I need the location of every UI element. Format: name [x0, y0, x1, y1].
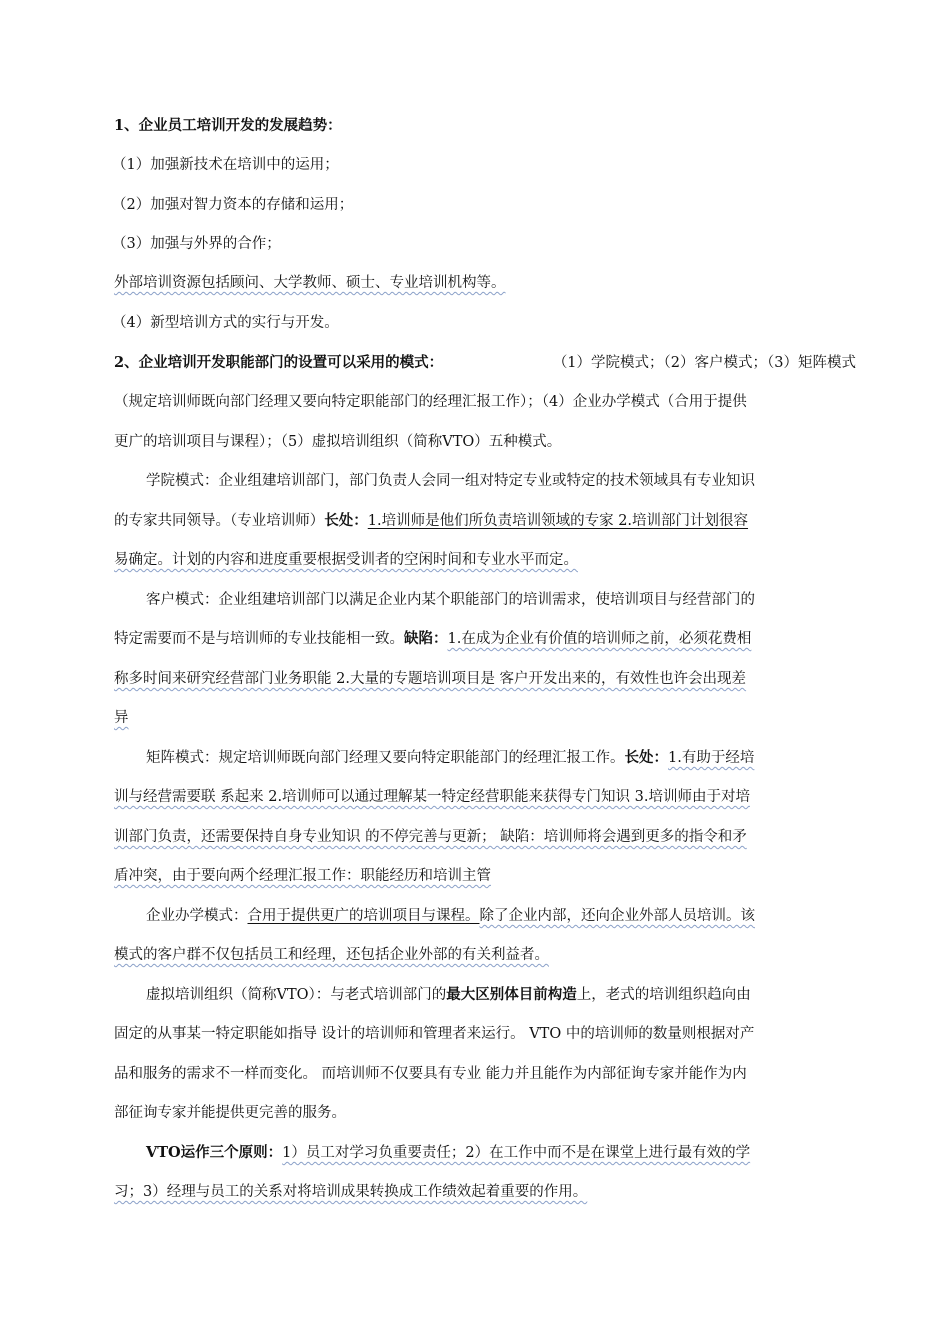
client-defect-text-3: 异 — [114, 710, 129, 726]
section-2-line-2: （规定培训师既向部门经理又要向特定职能部门的经理汇报工作）；（4）企业办学模式（合用于提供 — [114, 394, 747, 410]
school-mode-line-1 — [146, 906, 950, 926]
school-mode-label: 企业办学模式： — [146, 908, 248, 924]
college-mode-plan-text: 易确定。计划的内容和进度重要根据受训者的空闲时间和专业水平而定。 — [114, 552, 578, 568]
principles-text-2: 习；3）经理与员工的关系对将培训成果转换成工作绩效起着重要的作用。 — [114, 1184, 588, 1200]
college-mode-line-1: 学院模式：企业组建培训部门，部门负责人会同一组对特定专业或特定的技术领域具有专业知识 — [146, 473, 755, 489]
vto-line-4: 部征询专家并能提供更完善的服务。 — [114, 1105, 346, 1121]
principles-title: VTO运作三个原则： — [146, 1144, 283, 1161]
client-defect-text-2: 称多时间来研究经营部门业务职能 2.大量的专题培训项目是 客户开发出来的，有效性也许会出现差 — [114, 671, 747, 687]
principles-line-1 — [146, 1143, 950, 1163]
matrix-defect-text: 盾冲突，由于要向两个经理汇报工作：职能经历和培训主管 — [114, 868, 491, 884]
section-1-item-2: （2）加强对智力资本的存储和运用； — [112, 197, 354, 213]
section-1-item-4: （4）新型培训方式的实行与开发。 — [112, 315, 339, 331]
section-1-item-3: （3）加强与外界的合作； — [112, 236, 281, 252]
principles-text: 1）员工对学习负重要责任；2）在工作中而不是在课堂上进行最有效的学 — [282, 1145, 751, 1161]
section-2-line-1 — [114, 353, 950, 373]
client-defect-text: 1.在成为企业有价值的培训师之前，必须花费相 — [447, 631, 752, 647]
school-mode-text: 除了企业内部，还向企业外部人员培训。该 — [479, 908, 755, 924]
school-mode-text-2: 模式的客户群不仅包括员工和经理，还包括企业外部的有关利益者。 — [114, 947, 549, 963]
client-mode-text: 特定需要而不是与培训师的专业技能相一致。 — [114, 631, 404, 647]
school-mode-purpose: 合用于提供更广的培训项目与课程。 — [247, 908, 480, 924]
principles-line-2 — [114, 1182, 950, 1202]
client-mode-line-2 — [114, 629, 950, 649]
matrix-mode-line-4 — [114, 866, 950, 886]
matrix-advantage-text: 1.有助于经培 — [668, 750, 755, 766]
college-advantage-text: 1.培训师是他们所负责培训领域的专家 2.培训部门计划很容 — [367, 513, 749, 529]
external-resources-line — [114, 273, 950, 293]
section-1-title: 1、企业员工培训开发的发展趋势： — [114, 117, 342, 134]
matrix-mode-text: 矩阵模式：规定培训师既向部门经理又要向特定职能部门的经理汇报工作。 — [146, 750, 625, 766]
vto-line-3: 品和服务的需求不一样而变化。 而培训师不仅要具有专业 能力并且能作为内部征询专家并能作为内 — [114, 1066, 747, 1082]
college-advantage-label: 长处： — [324, 512, 368, 529]
client-mode-line-1: 客户模式：企业组建培训部门以满足企业内某个职能部门的培训需求，使培训项目与经营部门的 — [146, 592, 755, 608]
section-2-modes-list: （1）学院模式；（2）客户模式；（3）矩阵模式 — [552, 355, 856, 371]
matrix-advantage-text-2: 训与经营需要联 系起来 2.培训师可以通过理解某一特定经营职能来获得专门知识 3.培训师由于对培 — [114, 789, 750, 805]
matrix-advantage-text-3: 训部门负责，还需要保持自身专业知识 的不停完善与更新； 缺陷：培训师将会遇到更多的指令和矛 — [114, 829, 747, 845]
client-mode-line-3 — [114, 669, 950, 689]
section-2-line-3: 更广的培训项目与课程）；（5）虚拟培训组织（简称VTO）五种模式。 — [114, 434, 562, 450]
vto-line-1 — [146, 985, 950, 1005]
section-1-item-1: （1）加强新技术在培训中的运用； — [112, 157, 339, 173]
matrix-mode-line-1 — [146, 748, 950, 768]
vto-line-2: 固定的从事某一特定职能如指导 设计的培训师和管理者来运行。 VTO 中的培训师的数量则根据对产 — [114, 1026, 755, 1042]
vto-text-a: 虚拟培训组织（简称VTO）：与老式培训部门的 — [146, 987, 447, 1003]
matrix-advantage-label: 长处： — [624, 749, 668, 766]
vto-text-c: 上，老式的培训组织趋向由 — [576, 987, 751, 1003]
client-defect-label: 缺陷： — [404, 630, 448, 647]
vto-key-difference: 最大区别体目前构造 — [446, 986, 577, 1003]
external-resources-text: 外部培训资源包括顾问、大学教师、硕士、专业培训机构等。 — [114, 275, 506, 291]
matrix-mode-line-2 — [114, 787, 950, 807]
matrix-mode-line-3 — [114, 827, 950, 847]
college-mode-line-3 — [114, 550, 950, 570]
client-mode-line-4 — [114, 708, 950, 728]
college-mode-text: 的专家共同领导。（专业培训师） — [114, 513, 325, 529]
college-mode-line-2 — [114, 511, 950, 531]
section-2-title: 2、企业培训开发职能部门的设置可以采用的模式： — [114, 354, 444, 371]
school-mode-line-2 — [114, 945, 950, 965]
